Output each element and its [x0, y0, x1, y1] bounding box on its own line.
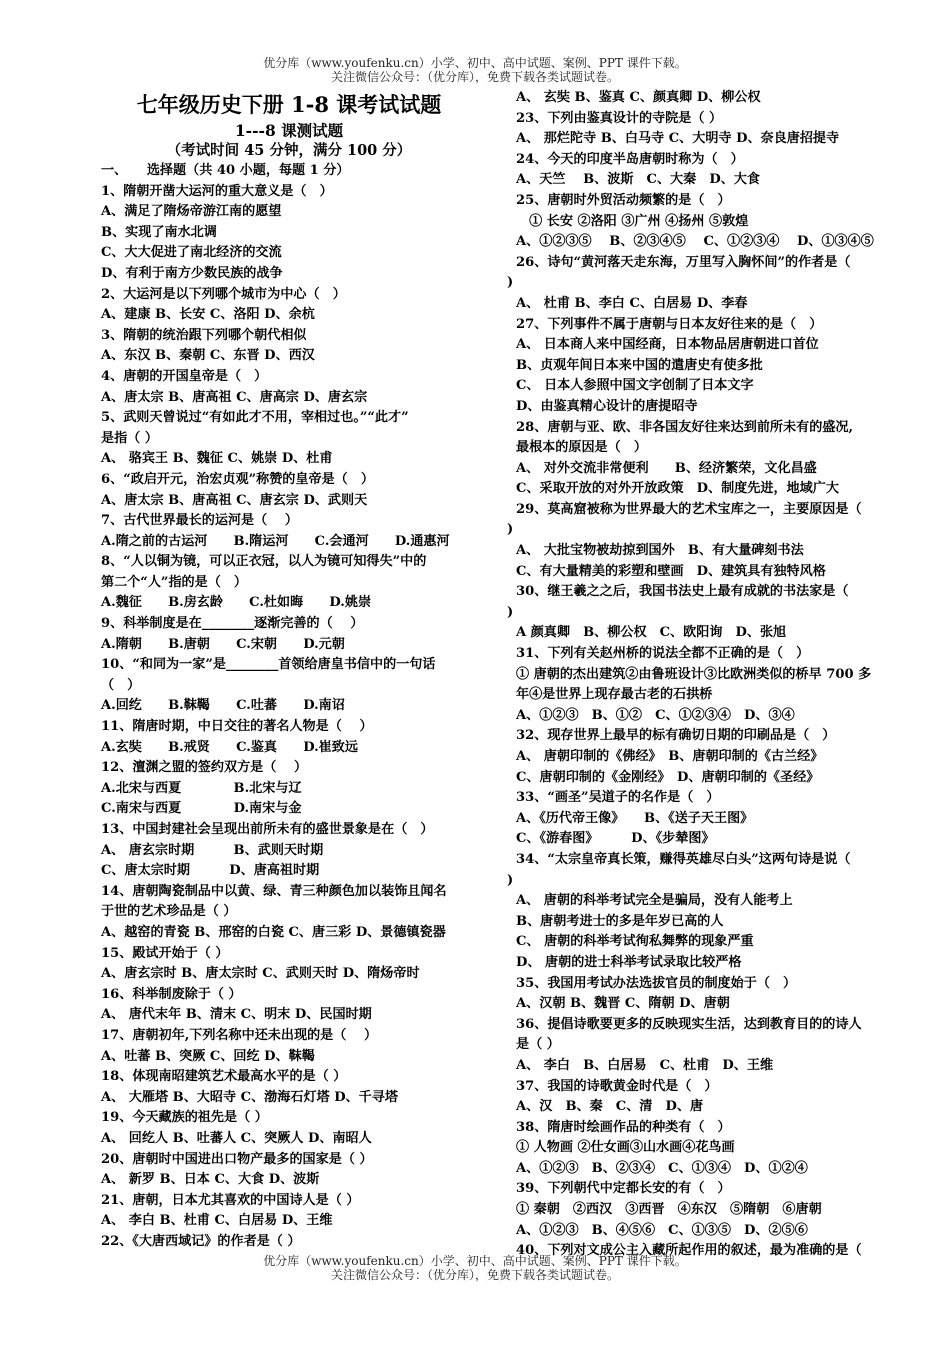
text-line: A.玄奘 B.戒贤 C.鉴真 D.崔致远 — [101, 739, 358, 755]
text-line: 是指（ ） — [101, 430, 158, 446]
text-line: A、①②③ B、①② C、①②③④ D、③④ — [516, 707, 795, 723]
page-title: 七年级历史下册 1-8 课考试试题 — [136, 92, 442, 117]
text-line: A、 唐代末年 B、清末 C、明末 D、民国时期 — [101, 1007, 372, 1023]
left-question-list — [101, 161, 477, 1252]
text-line: 29、莫高窟被称为世界最大的艺术宝库之一，主要原因是（ — [516, 501, 862, 517]
text-line: A 颜真卿 B、柳公权 C、欧阳询 D、张旭 — [516, 625, 787, 641]
text-line: 38、隋唐时绘画作品的种类有（ ） — [516, 1119, 731, 1135]
text-line: （ ） — [101, 677, 141, 693]
text-line: 22、《大唐西域记》的作者是（ ） — [101, 1233, 301, 1249]
text-line: A.魏征 B.房玄龄 C.杜如晦 D.姚崇 — [101, 595, 372, 611]
text-line: A、天竺 B、波斯 C、大秦 D、大食 — [516, 172, 760, 188]
text-line: 25、唐朝时外贸活动频繁的是（ ） — [516, 192, 731, 208]
text-line: 15、殿试开始于（ ） — [101, 945, 229, 961]
text-line: A、越窑的青瓷 B、邢窑的白瓷 C、唐三彩 D、景德镇瓷器 — [101, 924, 446, 940]
text-line: C、唐太宗时期 D、唐高祖时期 — [101, 863, 320, 879]
text-line: ) — [507, 275, 514, 291]
text-line: 31、下列有关赵州桥的说法全都不正确的是（ ） — [516, 646, 810, 662]
text-line: 14、唐朝陶瓷制品中以黄、绿、青三种颜色加以装饰且闻名 — [101, 883, 447, 899]
text-line: A、唐太宗 B、唐高祖 C、唐高宗 D、唐玄宗 — [101, 389, 368, 405]
text-line: A、 大雁塔 B、大昭寺 C、渤海石灯塔 D、千寻塔 — [101, 1089, 398, 1105]
text-line: 24、今天的印度半岛唐朝时称为（ ） — [516, 151, 744, 167]
page-subtitle: 1---8 课测试题 — [234, 121, 344, 140]
page-footer — [0, 1254, 950, 1282]
text-line: A、 大批宝物被劫掠到国外 B、有大量碑刻书法 — [516, 543, 804, 559]
text-line: A、①②③ B、②③④ C、①③④ D、①②④ — [516, 1160, 808, 1176]
text-line: 10、“和同为一家”是________首领给唐皇书信中的一句话 — [101, 657, 436, 673]
text-line: D、有利于南方少数民族的战争 — [101, 265, 283, 281]
text-line: 9、科举制度是在________逐渐完善的（ ） — [101, 616, 364, 632]
text-line: A、唐玄宗时 B、唐太宗时 C、武则天时 D、隋炀帝时 — [101, 966, 420, 982]
text-line: A、 唐朝的科举考试完全是骗局，没有人能考上 — [516, 893, 793, 909]
text-line: A、汉朝 B、魏晋 C、隋朝 D、唐朝 — [516, 996, 730, 1012]
text-line: A.北宋与西夏 B.北宋与辽 — [101, 780, 302, 796]
text-line: A、建康 B、长安 C、洛阳 D、余杭 — [101, 307, 315, 323]
text-line: 6、“政启开元，治宏贞观”称赞的皇帝是（ ） — [101, 471, 374, 487]
text-line: 11、隋唐时期，中日交往的著名人物是（ ） — [101, 719, 373, 735]
text-line: A、 那烂陀寺 B、白马寺 C、大明寺 D、奈良唐招提寺 — [516, 131, 840, 147]
text-line: 37、我国的诗歌黄金时代是（ ） — [516, 1078, 718, 1094]
text-line: 第二个“人”指的是（ ） — [101, 574, 247, 590]
right-column — [507, 88, 878, 1262]
text-line: 23、下列由鉴真设计的寺院是（ ） — [516, 110, 723, 126]
text-line: 于世的艺术珍品是（ ） — [101, 904, 237, 920]
text-line: C、大大促进了南北经济的交流 — [101, 245, 282, 261]
text-line: A、 李白 B、白居易 C、杜甫 D、王维 — [516, 1057, 774, 1073]
text-line: 8、“人以铜为镜，可以正衣冠，以人为镜可知得失”中的 — [101, 554, 427, 570]
text-line: A、 回纥人 B、吐蕃人 C、突厥人 D、南昭人 — [101, 1130, 372, 1146]
text-line: ① 秦朝 ②西汉 ③西晋 ④东汉 ⑤隋朝 ⑥唐朝 — [516, 1202, 822, 1218]
text-line: A、汉 B、秦 C、清 D、唐 — [516, 1099, 704, 1115]
text-line: A、《历代帝王像》 B、《送子天王图》 — [516, 810, 754, 826]
text-line: 17、唐朝初年,下列名称中还未出现的是（ ） — [101, 1027, 378, 1043]
text-line: C、 唐朝的科举考试徇私舞弊的现象严重 — [516, 934, 754, 950]
text-line: A、 杜甫 B、李白 C、白居易 D、李春 — [516, 295, 748, 311]
text-line: A.回纥 B.靺鞨 C.吐蕃 D.南诏 — [101, 698, 345, 714]
text-line: 13、中国封建社会呈现出前所未有的盛世景象是在（ ） — [101, 822, 434, 837]
text-line: A、 骆宾王 B、魏征 C、姚崇 D、杜甫 — [101, 451, 333, 467]
text-line: 5、武则天曾说过“有如此才不用，宰相过也。”“此才” — [101, 410, 409, 426]
text-line: 40、下列对文成公主入藏所起作用的叙述，最为准确的是（ — [516, 1243, 862, 1259]
text-line: A、 唐朝印制的《佛经》 B、唐朝印制的《古兰经》 — [516, 749, 824, 764]
text-line: C、 日本人参照中国文字创制了日本文字 — [516, 378, 754, 394]
text-line: ) — [507, 872, 514, 888]
right-question-list — [507, 88, 878, 1262]
text-line: 36、提倡诗歌要更多的反映现实生活，达到教育目的的诗人 — [516, 1016, 862, 1032]
text-line: A.隋之前的古运河 B.隋运河 C.会通河 D.通惠河 — [101, 533, 450, 549]
text-line: C、采取开放的对外开放政策 D、制度先进，地域广大 — [516, 481, 839, 497]
text-line: C.南宋与西夏 D.南宋与金 — [101, 801, 302, 817]
text-line: A、 对外交流非常便利 B、经济繁荣，文化昌盛 — [516, 460, 817, 476]
text-line: A、 李白 B、杜甫 C、白居易 D、王维 — [101, 1213, 333, 1229]
text-line: A.隋朝 B.唐朝 C.宋朝 D.元朝 — [101, 636, 345, 652]
text-line: A、 日本商人来中国经商，日本物品居唐朝进口首位 — [516, 337, 819, 353]
text-line: A、 新罗 B、日本 C、大食 D、波斯 — [101, 1172, 320, 1188]
text-line: 最根本的原因是（ ） — [516, 440, 647, 456]
left-column — [101, 88, 477, 1252]
text-line: 28、唐朝与亚、欧、非各国友好往来达到前所未有的盛况, — [516, 419, 854, 435]
text-line: 32、现存世界上最早的标有确切日期的印刷品是（ ） — [516, 728, 836, 744]
text-line: A、 玄奘 B、鉴真 C、颜真卿 D、柳公权 — [516, 90, 761, 105]
text-line: C、有大量精美的彩塑和壁画 D、建筑具有独特风格 — [516, 563, 826, 579]
text-line: A、东汉 B、秦朝 C、东晋 D、西汉 — [101, 348, 315, 364]
text-line: 3、隋朝的统治跟下列哪个朝代相似 — [101, 327, 307, 343]
text-line: 33、“画圣”吴道子的名作是（ ） — [516, 790, 720, 806]
footer-line-1: 优分库（www.youfenku.cn）小学、初中、高中试题、案例、PPT 课件下载。 — [263, 1254, 687, 1268]
text-line: 一、 选择题（共 40 小题，每题 1 分） — [101, 163, 350, 178]
text-line: 26、诗句“黄河落天走东海，万里写入胸怀间”的作者是（ — [516, 254, 851, 270]
header-line-1: 优分库（www.youfenku.cn）小学、初中、高中试题、案例、PPT 课件下载。 — [263, 56, 687, 70]
text-line: 19、今天藏族的祖先是（ ） — [101, 1110, 268, 1126]
text-line: A、满足了隋炀帝游江南的愿望 — [101, 204, 282, 220]
text-line: 27、下列事件不属于唐朝与日本友好往来的是（ ） — [516, 316, 823, 332]
text-line: A、①②③⑤ B、②③④⑤ C、①②③④ D、①③④⑤ — [516, 234, 874, 250]
text-line: B、唐朝考进士的多是年岁已高的人 — [516, 913, 724, 929]
text-line: 30、继王羲之之后，我国书法史上最有成就的书法家是（ — [516, 584, 849, 600]
footer-line-2: 关注微信公众号：（优分库），免费下载各类试题试卷。 — [330, 1268, 619, 1282]
text-line: ) — [507, 604, 514, 620]
text-line: ① 长安 ②洛阳 ③广州 ④扬州 ⑤敦煌 — [516, 213, 749, 229]
text-line: 是（ ） — [516, 1037, 560, 1053]
exam-note: （考试时间 45 分钟，满分 100 分） — [166, 142, 412, 159]
text-line: 34、“太宗皇帝真长策，赚得英雄尽白头”这两句诗是说（ — [516, 851, 851, 867]
text-line: 12、澶渊之盟的签约双方是（ ） — [101, 760, 308, 776]
text-line: C、《游春图》 D、《步辇图》 — [516, 831, 715, 847]
text-line: 年④是世界上现存最古老的石拱桥 — [516, 687, 713, 703]
text-line: 7、古代世界最长的运河是（ ） — [101, 513, 298, 529]
page-header — [0, 56, 950, 84]
text-line: A、①②③ B、④⑤⑥ C、①③⑤ D、②⑤⑥ — [516, 1222, 808, 1238]
text-line: A、吐蕃 B、突厥 C、回纥 D、靺鞨 — [101, 1048, 315, 1064]
text-line: A、 唐玄宗时期 B、武则天时期 — [101, 842, 324, 858]
text-line: ① 唐朝的杰出建筑②由鲁班设计③比欧洲类似的桥早 700 多 — [516, 666, 872, 682]
text-line: 16、科举制废除于（ ） — [101, 986, 242, 1002]
text-line: B、实现了南水北调 — [101, 224, 217, 240]
text-line: ) — [507, 522, 514, 538]
text-line: B、贞观年间日本来中国的遣唐史有使多批 — [516, 357, 763, 373]
text-line: 2、大运河是以下列哪个城市为中心（ ） — [101, 286, 346, 302]
text-line: D、由鉴真精心设计的唐提昭寺 — [516, 398, 698, 414]
text-line: ① 人物画 ②仕女画③山水画④花鸟画 — [516, 1140, 735, 1156]
text-line: D、 唐朝的进士科举考试录取比较严格 — [516, 954, 742, 970]
text-line: 4、唐朝的开国皇帝是（ ） — [101, 368, 268, 384]
text-line: 39、下列朝代中定都长安的有（ ） — [516, 1181, 731, 1197]
text-line: 1、隋朝开凿大运河的重大意义是（ ） — [101, 183, 333, 199]
text-line: C、唐朝印制的《金刚经》 D、唐朝印制的《圣经》 — [516, 769, 820, 785]
text-line: 20、唐朝时中国进出口物产最多的国家是（ ） — [101, 1151, 373, 1167]
text-line: 18、体现南昭建筑艺术最高水平的是（ ） — [101, 1069, 347, 1085]
text-line: 21、唐朝，日本尤其喜欢的中国诗人是（ ） — [101, 1192, 360, 1208]
header-line-2: 关注微信公众号：（优分库），免费下载各类试题试卷。 — [330, 70, 619, 84]
text-line: A、唐太宗 B、唐高祖 C、唐玄宗 D、武则天 — [101, 492, 368, 508]
text-line: 35、我国用考试办法选拔官员的制度始于（ ） — [516, 975, 797, 991]
